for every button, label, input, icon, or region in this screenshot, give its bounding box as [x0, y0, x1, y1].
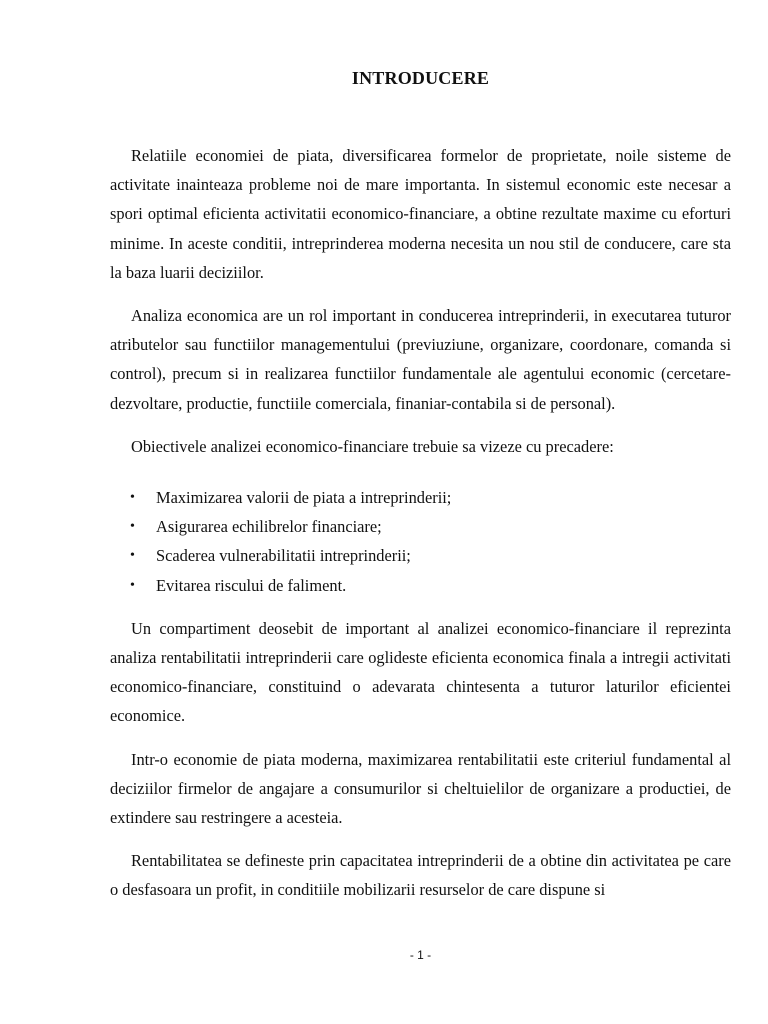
list-item-text: Evitarea riscului de faliment.	[156, 575, 347, 595]
paragraph: Rentabilitatea se defineste prin capacitatea intreprinderii de a obtine din activitatea pe care o desfasoara un profit, in conditiile mobilizarii resurselor de care dispune si	[110, 851, 731, 900]
paragraph: Un compartiment deosebit de important al analizei economico-financiare il reprezinta analiza rentabilitatii intreprinderii care oglideste eficienta economica finala a intregii activitati economico-financiare, constituind o adevarata chintesenta a tuturor laturilor eficientei economice.	[110, 618, 731, 726]
document-body	[110, 141, 731, 919]
objectives-list	[110, 483, 731, 600]
paragraph: Analiza economica are un rol important in conducerea intreprinderii, in executarea tuturor atributelor sau functiilor managementului (previuziune, organizare, coordonare, comanda si control), precum si in realizarea functiilor fundamentale ale agentului economic (cercetare-dezvoltare, productie, functiile comerciala, finaniar-contabila si de personal).	[110, 306, 731, 413]
paragraph: Intr-o economie de piata moderna, maximizarea rentabilitatii este criteriul fundamental al deciziilor firmelor de angajare a consumurilor si cheltuielilor de organizare a productiei, de extindere sau restringere a acesteia.	[110, 749, 731, 828]
page-title: INTRODUCERE	[351, 68, 490, 88]
bullet-icon: •	[130, 577, 135, 593]
list-item	[110, 512, 731, 541]
paragraph: Relatiile economiei de piata, diversificarea formelor de proprietate, noile sisteme de activitate inainteaza probleme noi de mare importanta. In sistemul economic este necesar a spori optimal eficienta activitatii economico-financiare, a obtine rezultate maxime cu eforturi minime. In aceste conditii, intreprinderea moderna necesita un nou stil de conducere, care sta la baza luarii deciziilor.	[110, 146, 731, 282]
list-item	[110, 483, 731, 512]
list-item-text: Scaderea vulnerabilitatii intreprinderii;	[156, 546, 411, 566]
list-item-text: Asigurarea echilibrelor financiare;	[156, 517, 382, 537]
bullet-icon: •	[130, 548, 135, 564]
list-item	[110, 541, 731, 570]
bullet-icon: •	[130, 519, 135, 535]
paragraph: Obiectivele analizei economico-financiare trebuie sa vizeze cu precadere:	[131, 436, 614, 456]
page-number: - 1 -	[409, 948, 432, 962]
list-item	[110, 571, 731, 600]
bullet-icon: •	[130, 490, 135, 506]
list-item-text: Maximizarea valorii de piata a intreprinderii;	[156, 488, 452, 508]
